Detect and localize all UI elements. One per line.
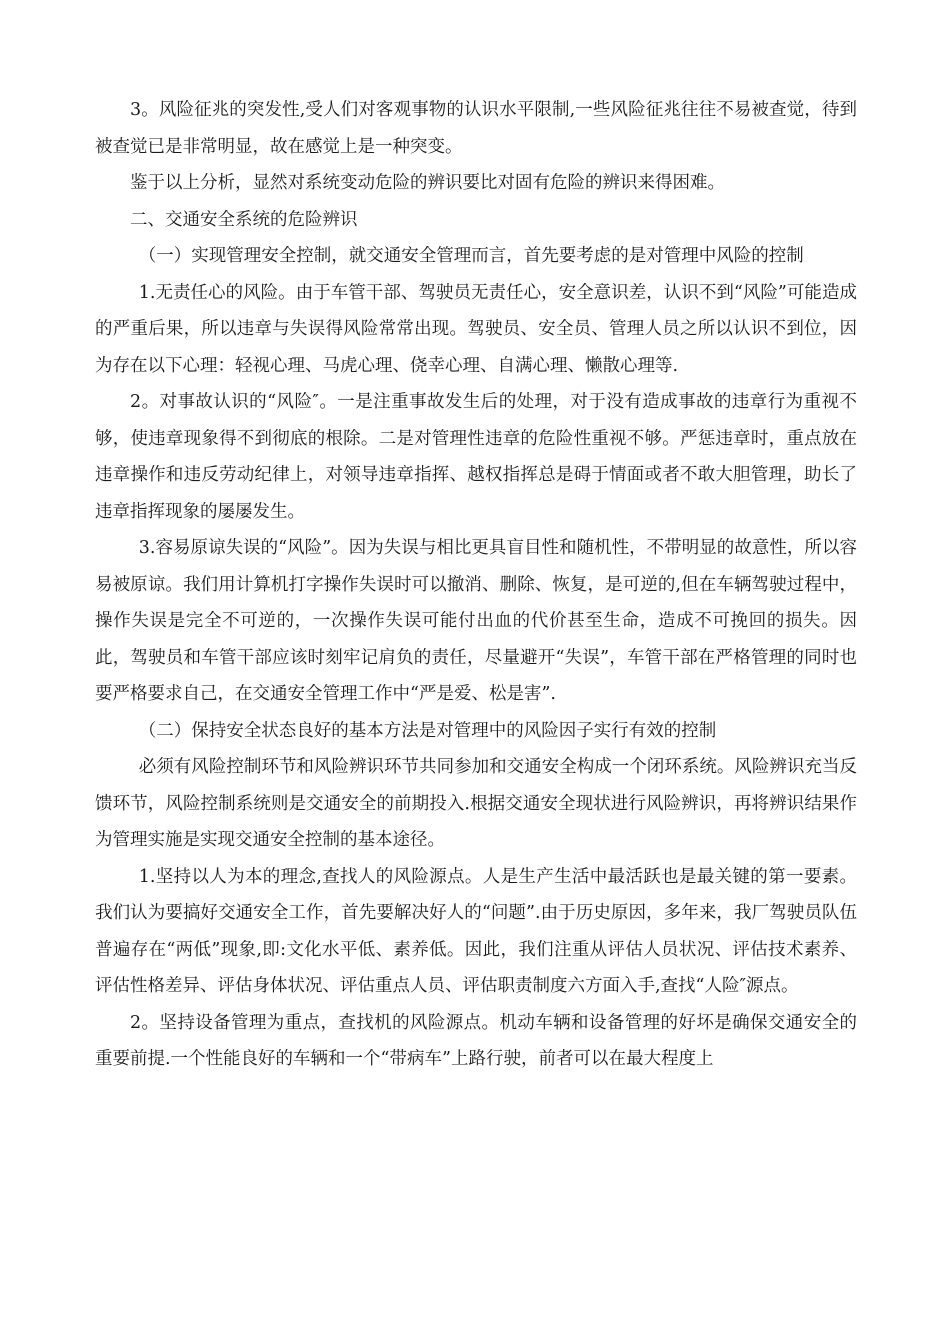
document-page [95,92,857,1078]
paragraph-closed-loop: 必须有风险控制环节和风险辨识环节共同参加和交通安全构成一个闭环系统。风险辨识充当反馈环节，风险控制系统则是交通安全的前期投入.根据交通安全现状进行风险辨识，再将辨识结果作为管理实施是实现交通安全控制的基本途径。 [95,757,857,850]
subsection-heading-2: （二）保持安全状态良好的基本方法是对管理中的风险因子实行有效的控制 [138,720,717,741]
paragraph-risk-error: 3.容易原谅失误的“风险”。因为失误与相比更具盲目性和随机性，不带明显的故意性，所以容易被原谅。我们用计算机打字操作失误时可以撤消、删除、恢复，是可逆的,但在车辆驾驶过程中，操作失误是完全不可逆的，一次操作失误可能付出血的代价甚至生命，造成不可挽回的损失。因此，驾驶员和车管干部应该时刻牢记肩负的责任，尽量避开“失误”，车管干部在严格管理的同时也要严格要求自己，在交通安全管理工作中“严是爱、松是害”. [95,538,857,704]
subsection-heading-1: （一）实现管理安全控制，就交通安全管理而言，首先要考虑的是对管理中风险的控制 [138,246,804,266]
paragraph-equipment: 2。坚持设备管理为重点，查找机的风险源点。机动车辆和设备管理的好坏是确保交通安全的重要前提.一个性能良好的车辆和一个“带病车”上路行驶，前者可以在最大程度上 [95,1012,857,1069]
paragraph-people-first: 1.坚持以人为本的理念,查找人的风险源点。人是生产生活中最活跃也是最关键的第一要素。我们认为要搞好交通安全工作，首先要解决好人的“问题”.由于历史原因，多年来，我厂驾驶员队伍普遍存在“两低”现象,即:文化水平低、素养低。因此，我们注重从评估人员状况、评估技术素养、评估性格差异、评估身体状况、评估重点人员、评估职责制度六方面入手,查找“人险″源点。 [95,866,857,996]
paragraph-risk-responsibility: 1.无责任心的风险。由于车管干部、驾驶员无责任心，安全意识差，认识不到“风险”可能造成的严重后果，所以违章与失误得风险常常出现。驾驶员、安全员、管理人员之所以认识不到位，因为存在以下心理：轻视心理、马虎心理、侥幸心理、自满心理、懒散心理等. [95,282,857,376]
section-heading-2: 二、交通安全系统的危险辨识 [130,209,358,230]
paragraph-risk-accident: 2。对事故认识的“风险″。一是注重事故发生后的处理，对于没有造成事故的违章行为重视不够，使违章现象得不到彻底的根除。二是对管理性违章的危险性重视不够。严惩违章时，重点放在违章操作和违反劳动纪律上，对领导违章指挥、越权指挥总是碍于情面或者不敢大胆管理，助长了违章指挥现象的屡屡发生。 [95,392,857,522]
paragraph-1: 3。风险征兆的突发性,受人们对客观事物的认识水平限制,一些风险征兆往往不易被查觉，待到被查觉已是非常明显，故在感觉上是一种突变。 [95,100,857,157]
paragraph-2: 鉴于以上分析，显然对系统变动危险的辨识要比对固有危险的辨识来得困难。 [130,173,725,193]
